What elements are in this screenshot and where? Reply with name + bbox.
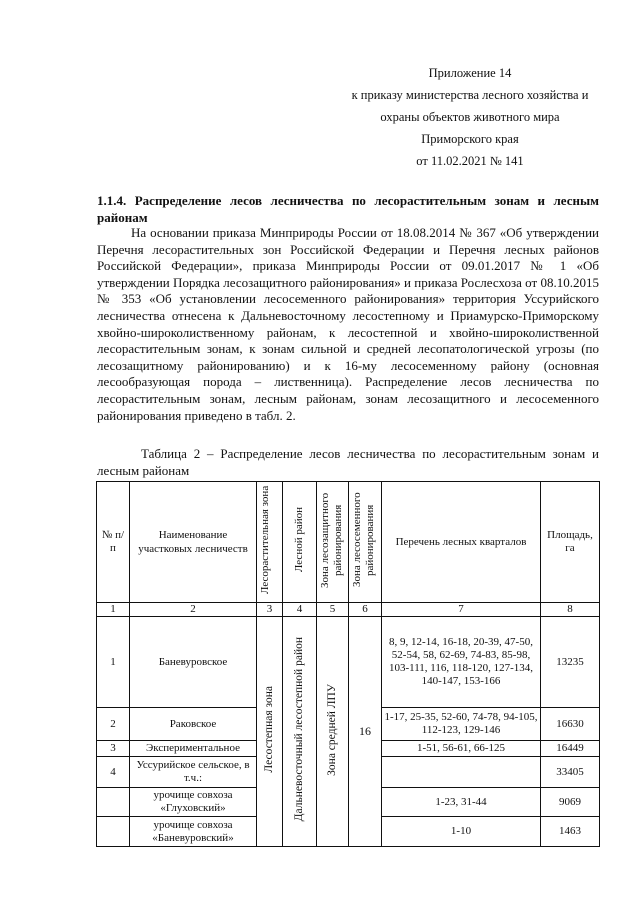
- col-number: 6: [349, 603, 382, 617]
- row-num: [97, 788, 130, 817]
- section-title: 1.1.4. Распределение лесов лесничества по лесорастительным зонам и лесным районам: [97, 193, 599, 225]
- header-num: № п/п: [97, 482, 130, 603]
- merged-seed-zone: 16: [349, 617, 382, 847]
- body-paragraph: На основании приказа Минприроды России от 18.08.2014 № 367 «Об утверждении Перечня лесорастительных зон Российской Федерации и Перечня лесных районов Российской Федерации», приказа Минприроды России от 09.01.2017 № 1 «Об утверждении Порядка лесозащитного районирования» и приказа Рослесхоза от 08.10.2015 № 353 «Об установлении лесосеменного районирования» территория Уссурийского лесничества отнесена к Дальневосточному лесостепному и Приамурско-Приморскому хвойно-широколиственному районам, к лесостепной и хвойно-широколиственной лесорастительным зонам, к зонам сильной и средней лесопатологической угрозы (по лесозащитному районированию) и к 16-му лесосеменному району (основная лесообразующая порода – лиственница). Распределение лесов лесничества по лесорастительным зонам, лесным районам, зонам лесозащитного и лесосеменного районирования приведено в табл. 2.: [97, 225, 599, 423]
- col-number: 7: [382, 603, 541, 617]
- row-area: 9069: [541, 788, 600, 817]
- merged-forest-region: Дальневосточный лесостепной район: [283, 617, 317, 847]
- row-area: 16449: [541, 741, 600, 757]
- table-header-row: [97, 482, 600, 603]
- forest-distribution-table: [96, 481, 600, 847]
- appendix-title: Приложение 14: [428, 66, 512, 80]
- col-number: 1: [97, 603, 130, 617]
- header-seed-zone: Зона лесосеменного районирования: [349, 482, 382, 603]
- header-forest-zone: Лесорастительная зона: [257, 482, 283, 603]
- header-forest-region: Лесной район: [283, 482, 317, 603]
- appendix-order-line2: охраны объектов животного мира: [380, 110, 560, 124]
- row-quarters: 1-10: [382, 817, 541, 847]
- header-name: Наименование участковых лесничеств: [130, 482, 257, 603]
- row-num: 4: [97, 757, 130, 788]
- row-num: 2: [97, 708, 130, 741]
- col-number: 2: [130, 603, 257, 617]
- row-num: 3: [97, 741, 130, 757]
- column-number-row: [97, 603, 600, 617]
- col-number: 5: [317, 603, 349, 617]
- row-name: Раковское: [130, 708, 257, 741]
- appendix-header: [330, 62, 610, 172]
- merged-forest-zone: Лесостепная зона: [257, 617, 283, 847]
- row-name: урочище совхоза «Глуховский»: [130, 788, 257, 817]
- appendix-order-line3: Приморского края: [421, 132, 519, 146]
- row-quarters: 1-17, 25-35, 52-60, 74-78, 94-105, 112-123, 129-146: [382, 708, 541, 741]
- row-quarters: [382, 757, 541, 788]
- table-row: [97, 617, 600, 708]
- col-number: 4: [283, 603, 317, 617]
- row-area: 13235: [541, 617, 600, 708]
- row-name: Уссурийское сельское, в т.ч.:: [130, 757, 257, 788]
- row-quarters: 1-51, 56-61, 66-125: [382, 741, 541, 757]
- header-quarters: Перечень лесных кварталов: [382, 482, 541, 603]
- merged-protect-zone: Зона средней ЛПУ: [317, 617, 349, 847]
- row-name: Баневуровское: [130, 617, 257, 708]
- table-caption: Таблица 2 – Распределение лесов лесничества по лесорастительным зонам и лесным районам: [97, 446, 599, 478]
- appendix-date: от 11.02.2021 № 141: [416, 154, 524, 168]
- row-name: Экспериментальное: [130, 741, 257, 757]
- row-quarters: 1-23, 31-44: [382, 788, 541, 817]
- row-area: 16630: [541, 708, 600, 741]
- col-number: 8: [541, 603, 600, 617]
- header-area: Площадь, га: [541, 482, 600, 603]
- row-quarters: 8, 9, 12-14, 16-18, 20-39, 47-50, 52-54, 58, 62-69, 74-83, 85-98, 103-111, 116, 118-120, 127-134, 140-147, 153-166: [382, 617, 541, 708]
- appendix-order-line1: к приказу министерства лесного хозяйства и: [351, 88, 589, 102]
- row-num: [97, 817, 130, 847]
- header-protect-zone: Зона лесозащитного районирования: [317, 482, 349, 603]
- row-area: 1463: [541, 817, 600, 847]
- row-area: 33405: [541, 757, 600, 788]
- row-num: 1: [97, 617, 130, 708]
- col-number: 3: [257, 603, 283, 617]
- row-name: урочище совхоза «Баневуровский»: [130, 817, 257, 847]
